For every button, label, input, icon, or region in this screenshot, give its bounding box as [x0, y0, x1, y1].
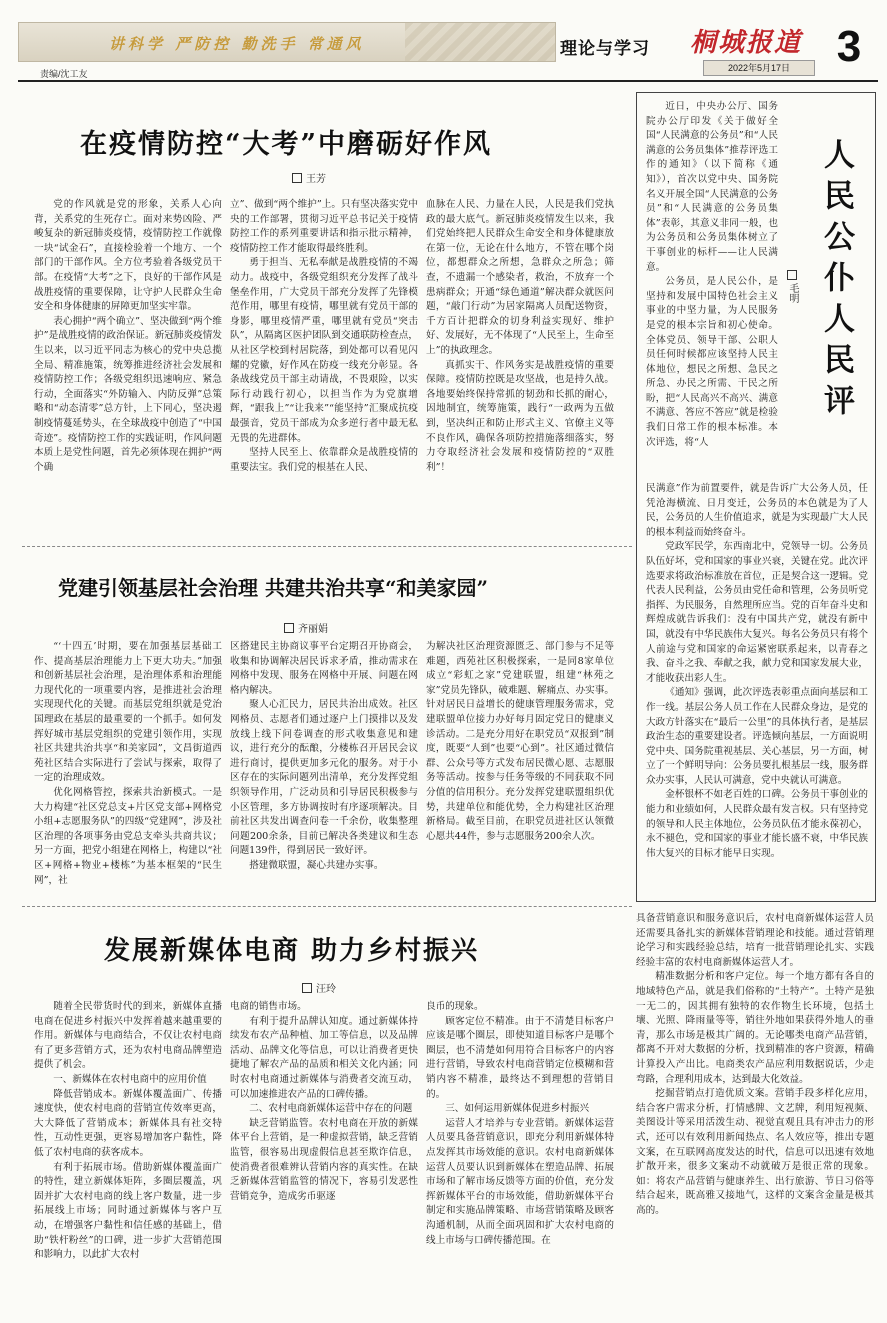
byline-box-icon — [284, 623, 294, 633]
article2-author: 齐丽娟 — [298, 624, 328, 635]
paragraph: 真抓实干、作风务实是战胜疫情的重要保障。疫情防控既是攻坚战，也是持久战。各地要始终保持常抓的韧劲和长抓的耐心，因地制宜，统筹施策，践行“一政两为五做到，坚决纠正和防止形式主义、官僚主义等不良作风，确保各项防控措施落细落实，努力夺取经济社会发展和疫情防控的“双胜利”！ — [426, 359, 614, 473]
issue-date: 2022年5月17日 — [703, 60, 815, 76]
byline-box-icon — [292, 173, 302, 183]
byline-box-icon — [787, 270, 797, 280]
section-divider — [22, 906, 632, 907]
commentary-author: 毛明 — [787, 283, 798, 303]
article2-column-1 — [34, 640, 222, 898]
paragraph: 近日，中央办公厅、国务院办公厅印发《关于做好全国“人民满意的公务员”和“人民满意的公务员集体”推荐评选工作的通知》（以下简称《通知》），首次以党中央、国务院名义开展全国“人民满意的公务员”和“人民满意的公务员集体”表彰，其意义非同一般，也为公务员和公务员集体树立了干事创业的标杆——让人民满意。 — [646, 101, 778, 273]
paragraph: 顾客定位不精准。由于不清楚目标客户应该是哪个圈层，即使知道目标客户是哪个圈层，也不清楚如何用符合目标客户的内容进行营销，导致农村电商营销定位模糊和营销内容不精准，最终达不到理想的营销目的。 — [426, 1015, 614, 1100]
paragraph: 缺乏营销监管。农村电商在开放的新媒体平台上营销，是一种虚拟营销，缺乏营销监管，很容易出现虚假信息甚至欺诈信息，使消费者很难辨认营销内容的真实性。在缺乏新媒体营销监管的情况下，容易引发恶性营销竞争，造成劣币驱逐 — [230, 1117, 418, 1202]
commentary-column-top — [646, 100, 778, 480]
subheading: 一、新媒体在农村电商中的应用价值 — [53, 1073, 207, 1085]
paragraph: 优化网格管控，探索共治新模式。一是大力构建“社区党总支+片区党支部+网格党小组+志愿服务队”的四级“党建网”，涉及社区治理的各项事务由党总支牵头共商共议；另一方面，把党小组建在网格上，构建以“社区+网格+物业+楼栋”为基本框架的“民生网”，社 — [34, 786, 222, 886]
masthead-rule — [18, 80, 878, 82]
article2-byline — [284, 620, 328, 635]
article1-column-1 — [34, 198, 222, 538]
article2-column-2 — [230, 640, 418, 898]
article3-column-4 — [636, 912, 874, 1312]
editor-credit: 责编/沈工友 — [40, 69, 88, 79]
article3-author: 汪玲 — [316, 984, 336, 995]
paragraph: 具备营销意识和服务意识后，农村电商新媒体运营人员还需要具备扎实的新媒体营销理论和技能。通过营销理论学习和实践经验总结，培育一批营销理论扎实、实践经验丰富的农村电商新媒体运营人才。 — [636, 913, 874, 968]
paragraph: 有利于提升品牌认知度。通过新媒体持续发布农产品种植、加工等信息，以及品牌活动、品牌文化等信息，可以让消费者更快捷地了解农产品的品质和相关文化内涵；同时农村电商通过新媒体与消费者交流互动，可以加速推进农产品的口碑传播。 — [230, 1015, 418, 1100]
newspaper-logo: 桐城报道 — [690, 28, 803, 58]
paragraph: 聚人心汇民力，居民共治出成效。社区网格员、志愿者们通过逐户上门摸排以及发放线上线下问卷调查的形式收集意见和建议，进行充分的酝酿，分楼栋召开居民会议进行商讨，提供更加多元化的服务。对于小区存在的实际问题列出清单，充分发挥党组织领导作用，广泛动员和引导居民积极参与小区管理，多方协调按时有序逐项解决。目前社区共发出调查问卷一千余份，收集整理问题200余条，目前已解决各类建议和生态问题139件，得到居民一致好评。 — [230, 699, 418, 857]
commentary-byline — [786, 270, 800, 303]
article3-column-2 — [230, 1000, 418, 1312]
banner-decoration — [405, 23, 555, 62]
article3-byline — [302, 980, 336, 995]
paragraph: 血脉在人民、力量在人民，人民是我们党执政的最大底气。新冠肺炎疫情发生以来，我们党始终把人民群众生命安全和身体健康放在第一位，无论在什么地方，不管在哪个岗位，都想群众之所想，急群众之所急；筛查，不遗漏一个感染者，救治，不放弃一个患病群众；开通“绿色通道”解决群众就医问题，“敲门行动”为居家隔离人员配送物资，千方百计把群众的切身利益实现好、维护好、发展好，无不体现了“人民至上，生命至上”的执政理念。 — [426, 199, 614, 356]
byline-box-icon — [302, 983, 312, 993]
paragraph: 降低营销成本。新媒体覆盖面广、传播速度快，使农村电商的营销宣传效率更高，大大降低了营销成本；新媒体具有社交特性，互动性更强，更容易增加客户黏性，降低了农村电商的获客成本。 — [34, 1088, 222, 1158]
paragraph: 挖掘营销点打造优质文案。营销手段多样化应用，结合客户需求分析，打情感牌、文艺牌，利用短视频、美图设计等采用活泼生动、视觉直观且具有冲击力的形式，还可以有效利用新闻热点、名人效应等，推出专题文案，在互联网高度发达的时代，信息可以迅速有效地扩散开来，很多文案动不动就破万是很正常的现象。如：将农产品营销与健康养生、出行旅游、节日习俗等结合起来，既高雅又接地气，这样的文案含金量是极其高的。 — [636, 1088, 874, 1216]
section-divider — [22, 546, 632, 547]
article2-title: 党建引领基层社会治理 共建共治共享“和美家园” — [58, 576, 488, 600]
paragraph: 有利于拓展市场。借助新媒体覆盖面广的特性，建立新媒体矩阵，多圈层覆盖，巩固并扩大农村电商的线上客户数量，进一步拓展线上市场；同时通过新媒体与客户互动，在增强客户黏性和信任感的基础上，借助“铁杆粉丝”的口碑，进一步扩大营销范围和影响力，以此扩大农村 — [34, 1161, 222, 1261]
paragraph: 《通知》强调，此次评选表彰重点面向基层和工作一线。基层公务人员工作在人民群众身边，是党的大政方针落实在“最后一公里”的具体执行者，是基层政治生态的重要建设者。评选倾向基层，一方面说明党中央、国务院重视基层、关心基层，另一方面，树立了一个鲜明导向：公务员要扎根基层一线，服务群众办实事，人民认可满意，党中央就认可满意。 — [646, 687, 868, 786]
paragraph: 为解决社区治理资源匮乏、部门参与不足等难题，西苑社区积极探索，一是同8家单位成立“彩虹之家”党建联盟，组建“林苑之家”党员先锋队，破难题、解痛点、办实事。针对居民日益增长的健康管理服务需求，党建联盟单位接力办好每月固定党日的健康义诊活动。二是充分用好在职党员“双报到”制度，既要“人到”也要“心到”。社区通过微信群、公众号等方式发布居民微心愿、志愿服务等活动。按参与任务等级的不同获取不同分值的信用积分。充分发挥党建联盟组织优势，共建单位和能优势，全力构建社区治理新格局。截至目前，在职党员进社区认领微心愿共44件，参与志愿服务200余人次。 — [426, 641, 614, 842]
slogan-text: 讲科学 严防控 勤洗手 常通风 — [109, 35, 365, 53]
slogan-banner — [18, 22, 556, 62]
paragraph: 电商的销售市场。 — [230, 1001, 307, 1012]
paragraph: 良币的现象。 — [426, 1001, 484, 1012]
paragraph: 勇于担当、无私奉献是战胜疫情的不竭动力。战疫中，各级党组织充分发挥了战斗堡垒作用，广大党员干部充分发挥了先锋模范作用，哪里有疫情，哪里就有党员干部的身影，哪里疫情严重，哪里就有党员“突击队”，从隔离区医护团队到交通联防检查点，从社区学校到村居院落，到处都可以看见闪耀的党徽，好作风在防疫一线充分彰显。各条战线党员干部主动请战，不畏艰险，以实际行动践行初心，以担当作为为党旗增辉，“跟我上”“让我来”“能坚持”汇聚成抗疫最强音，党员干部成为众多逆行者中最无私无畏的先进群体。 — [230, 257, 418, 444]
article1-column-2 — [230, 198, 418, 538]
article1-author: 王芳 — [306, 174, 326, 185]
paragraph: 党的作风就是党的形象，关系人心向背，关系党的生死存亡。面对来势凶险、严峻复杂的新冠肺炎疫情，疫情防控工作就像一块“试金石”，直接检验着一个地方、一个部门的干部作风。全方位考验着各级党员干部。在疫情“大考”之下，良好的干部作风是战胜疫情的重要保障，让守护人民群众生命安全和身体健康的屏障更加坚实牢靠。 — [34, 199, 222, 313]
paragraph: 立”、做到“两个维护”上。只有坚决落实党中央的工作部署，贯彻习近平总书记关于疫情防控工作的系列重要讲话和指示批示精神，疫情防控工作才能取得最终胜利。 — [230, 199, 418, 254]
article1-column-3 — [426, 198, 614, 538]
section-title: 理论与学习 — [560, 39, 650, 58]
paragraph: 民满意”作为前置要件，就是告诉广大公务人员，任凭沧海横流、日月变迁，公务员的本色就是为了人民，公务员的人生价值追求，就是为实现最广大人民的根本利益而始终奋斗。 — [646, 483, 868, 538]
paragraph: 公务员，是人民公仆，是坚持和发展中国特色社会主义事业的中坚力量，为人民服务是党的根本宗旨和初心使命。全体党员、领导干部、公职人员任何时候都应该坚持人民主体地位，想民之所想、急民之所急、办民之所需、干民之所盼，把“人民高兴不高兴、满意不满意、答应不答应”就是检验我们日常工作的根本标准。本次评选，将“人 — [646, 276, 778, 448]
page-number: 3 — [836, 22, 862, 71]
article3-column-3 — [426, 1000, 614, 1312]
paragraph: 精准数据分析和客户定位。每一个地方都有各自的地域特色产品，就是我们俗称的“土特产”。土特产是独一无二的，因其拥有独特的农作物生长环境，包括土壤、光照、降雨量等等，销往外地如果获得外地人的垂青，那么市场是极其广阔的。无论哪类电商产品营销，都离不开对大数据的分析，找到精准的客户资源，精确计算投入产出比。电商类农产品应利用数据说话，少走弯路，合理利用成本，达到最大化效益。 — [636, 971, 874, 1085]
paragraph: 随着全民带货时代的到来，新媒体直播电商在促进乡村振兴中发挥着越来越重要的作用。新媒体与电商结合，不仅让农村电商有了更多营销方式，还为农村电商品牌塑造提供了机会。 — [34, 1001, 222, 1071]
subheading: 三、如何运用新媒体促进乡村振兴 — [445, 1103, 590, 1115]
paragraph: “‘十四五’时期，要在加强基层基础工作、提高基层治理能力上下更大功夫。”加强和创新基层社会治理，是治理体系和治理能力现代化的一项重要内容，是推进社会治理实现现代化的关键。而基层党组织就是党治国理政在基层的最重要的一个抓手。如何发挥好城市基层党组织的党建引领作用，实现社区共建共治共享“和美家园”，文昌街道西苑社区结合实际进行了尝试与探索，取得了一定的治理成效。 — [34, 641, 222, 784]
paragraph: 金杯银杯不如老百姓的口碑。公务员干事创业的能力和业绩如何，人民群众最有发言权。只有坚持党的领导和人民主体地位，公务员队伍才能永葆初心，永不褪色，党和国家的事业才能长盛不衰，中华民族伟大复兴的目标才能早日实现。 — [646, 789, 868, 859]
paragraph: 搭建微联盟，凝心共建办实事。 — [249, 859, 384, 871]
article3-column-1 — [34, 1000, 222, 1312]
paragraph: 党政军民学，东西南北中，党领导一切。公务员队伍好坏，党和国家的事业兴衰，关键在党。此次评选要求将政治标准放在首位，正是契合这一逻辑。党代表人民利益，公务员由党任命和管理，公务员听党指挥、为民服务，自然理所应当。党的百年奋斗史和辉煌成就告诉我们：没有中国共产党，就没有新中国，就没有中华民族伟大复兴。每名公务员只有将个人前途与党和国家的命运紧密联系起来，以青春之我、奋斗之我、奉献之我，献力党和国家发展大业，才能收获出彩人生。 — [646, 541, 868, 684]
paragraph: 坚持人民至上、依靠群众是战胜疫情的重要法宝。我们党的根基在人民、 — [230, 447, 418, 473]
paragraph: 运营人才培养与专业营销。新媒体运营人员要具备营销意识，即充分利用新媒体特点发挥其市场效能的意识。农村电商新媒体运营人员要认识到新媒体在塑造品牌、拓展市场和了解市场反馈等方面的价值，充分发挥新媒体平台的市场效能，借助新媒体平台制定和实施品牌策略、市场营销策略及顾客沟通机制，从而全面巩固和扩大农村电商的线上市场与口碑传播范围。在 — [426, 1117, 614, 1246]
article2-column-3 — [426, 640, 614, 898]
article1-byline — [292, 170, 326, 185]
article3-title: 发展新媒体电商 助力乡村振兴 — [104, 936, 480, 966]
subheading: 二、农村电商新媒体运营中存在的问题 — [249, 1103, 413, 1115]
commentary-column-bottom — [646, 482, 868, 896]
paragraph: 区搭建民主协商议事平台定期召开协商会，收集和协调解决居民诉求矛盾，推动需求在网格中发现、服务在网格中开展、问题在网格内解决。 — [230, 641, 418, 696]
commentary-title: 人民公仆人民评 — [818, 138, 854, 425]
article1-title: 在疫情防控“大考”中磨砺好作风 — [80, 129, 493, 160]
paragraph: 表心拥护“两个确立”、坚决做到“两个维护”是战胜疫情的政治保证。新冠肺炎疫情发生以来，以习近平同志为核心的党中央总揽全局、精准施策，统筹推进经济社会发展和疫情防控工作；各级党组织迅速响应、紧急行动，全面落实“外防输入、内防反弹”总策略和“动态清零”总方针，上下同心，坚决遏制疫情蔓延势头，在全球战疫中创造了“中国奇迹”。疫情防控工作的实践证明，作风问题本质上是党性问题，首先必须体现在拥护“两个确 — [34, 315, 222, 473]
